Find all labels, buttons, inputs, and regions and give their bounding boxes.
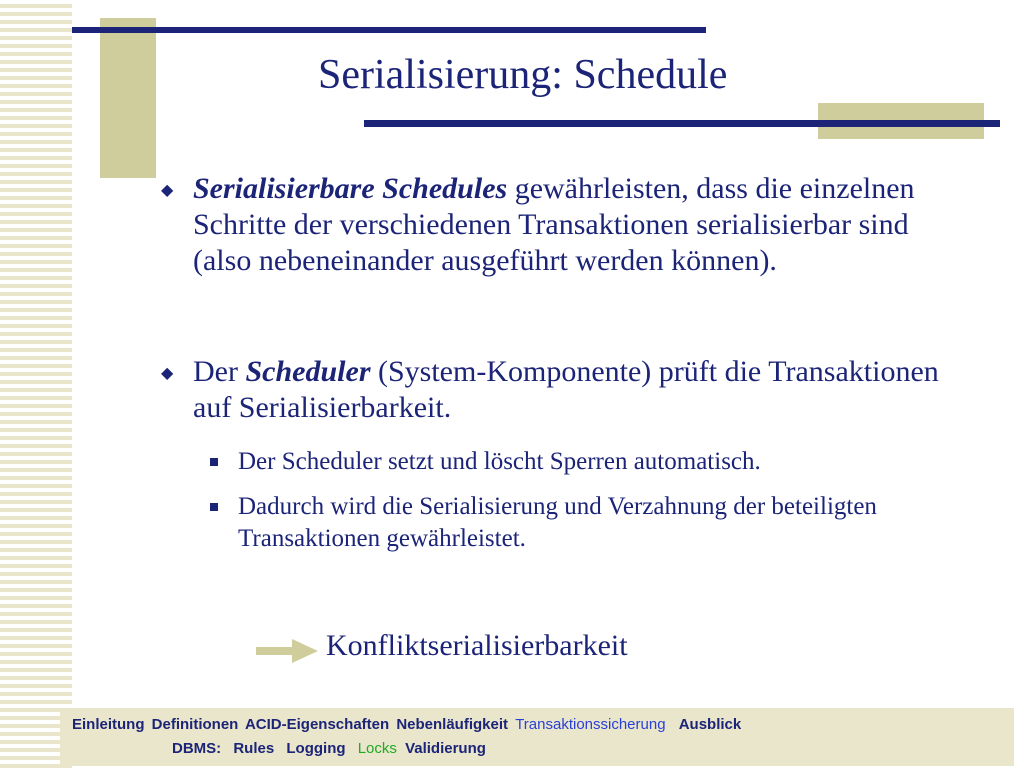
diamond-bullet-icon: ◆ xyxy=(161,365,174,382)
bullet-serialisierbare-schedules xyxy=(161,171,973,279)
bullet-emphasis: Serialisierbare Schedules xyxy=(193,172,508,205)
subbullet-text: Der Scheduler setzt und löscht Sperren automatisch. xyxy=(238,448,761,475)
footer-nav-row-2 xyxy=(172,740,489,757)
decorative-title-bar-bottom xyxy=(364,120,1000,127)
decorative-stripes xyxy=(0,0,72,768)
subbullet-verzahnung xyxy=(238,491,978,555)
bullet-prefix: Der xyxy=(193,355,246,388)
nav-link-ausblick[interactable]: Ausblick xyxy=(678,716,742,733)
square-bullet-icon xyxy=(210,503,218,511)
nav-link-rules[interactable]: Rules xyxy=(233,740,275,757)
conclusion-text: Konfliktserialisierbarkeit xyxy=(326,629,628,662)
bullet-emphasis: Scheduler xyxy=(245,355,371,388)
decorative-tan-block-left xyxy=(100,18,156,178)
decorative-title-bar-top xyxy=(72,27,706,33)
bullet-scheduler xyxy=(161,354,973,426)
nav-link-locks[interactable]: Locks xyxy=(357,740,397,757)
bullet-text: gewährleisten, dass die einzelnen Schritte der verschiedenen Transaktionen serialisierbar sind (also nebeneinander ausgeführt werden können). xyxy=(193,172,915,277)
diamond-bullet-icon: ◆ xyxy=(161,182,174,199)
bullet-text: (System-Komponente) prüft die Transaktionen auf Serialisierbarkeit. xyxy=(193,355,939,424)
footer-nav-row-1 xyxy=(72,716,744,733)
nav-link-acid-eigenschaften[interactable]: ACID-Eigenschaften xyxy=(244,716,390,733)
square-bullet-icon xyxy=(210,458,218,466)
nav-link-validierung[interactable]: Validierung xyxy=(405,740,486,757)
nav-link-nebenlaeufigkeit[interactable]: Nebenläufigkeit xyxy=(396,716,509,733)
slide-title: Serialisierung: Schedule xyxy=(318,52,728,98)
nav-link-einleitung[interactable]: Einleitung xyxy=(72,716,145,733)
nav-label-dbms: DBMS: xyxy=(172,740,222,757)
nav-link-definitionen[interactable]: Definitionen xyxy=(151,716,239,733)
subbullet-sperren xyxy=(238,446,978,478)
right-arrow-icon xyxy=(256,638,318,664)
footer-navigation xyxy=(60,708,1014,766)
nav-link-transaktionssicherung[interactable]: Transaktionssicherung xyxy=(515,716,666,733)
subbullet-text: Dadurch wird die Serialisierung und Verzahnung der beteiligten Transaktionen gewährleistet. xyxy=(238,493,877,552)
nav-link-logging[interactable]: Logging xyxy=(286,740,346,757)
